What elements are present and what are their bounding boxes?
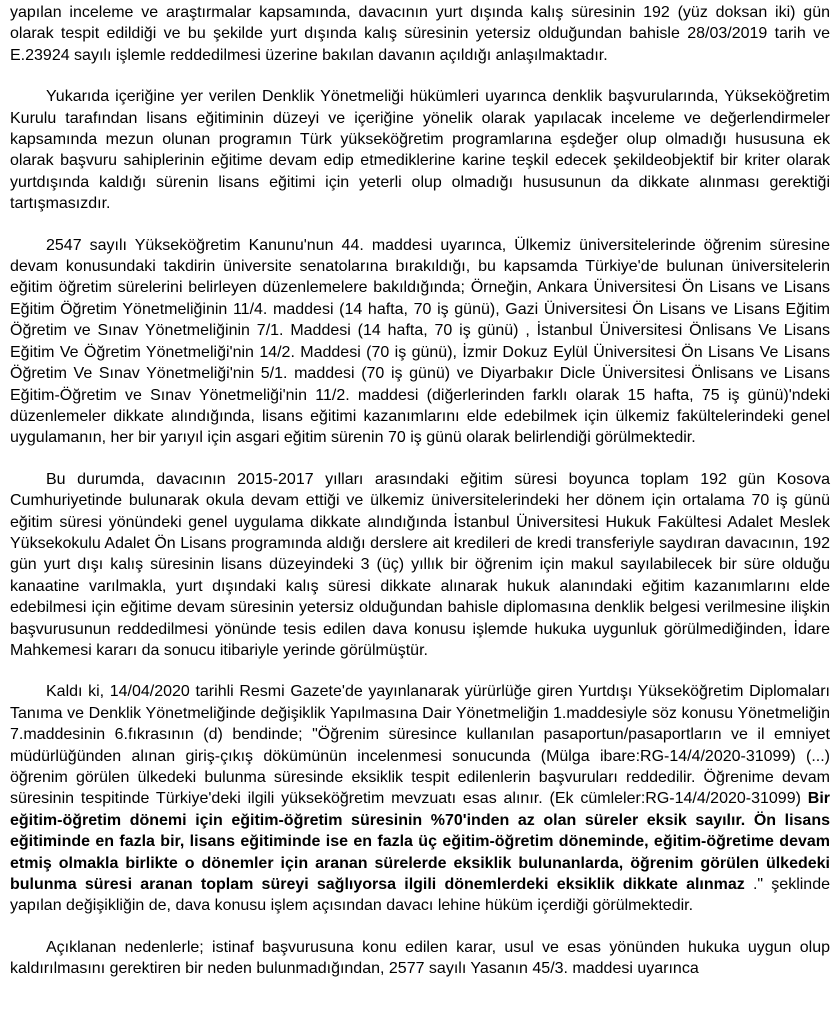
body-text: Bu durumda, davacının 2015-2017 yılları arasındaki eğitim süresi boyunca toplam 192 gün Kosova Cumhuriyetinde bulunarak okula devam ettiği ve ülkemiz üniversitelerindeki her dönem için ortalama 70 iş günü eğitim süresi yönündeki genel uygulama dikkate alındığında İstanbul Üniversitesi Hukuk Fakültesi Adalet Meslek Yüksekokulu Adalet Ön Lisans programında aldığı derslere ait kredileri de kredi transferiyle saydıran davacının, 192 gün yurt dışı kalış süresinin lisans düzeyindeki 3 (üç) yıllık bir öğrenim için makul sayılabilecek bir süre olduğu kanaatine varılmakla, yurt dışındaki kalış süresi dikkate alınarak hukuk alanındaki eğitim kazanımlarını elde edebilmesi için eğitime devam süresinin yetersiz olduğundan bahisle diplomasına denklik belgesi verilmesine ilişkin başvurusunun reddedilmesi yönünde tesis edilen dava konusu işlemde hukuka uygunluk görülmediğinden, İdare Mahkemesi kararı da sonucu itibariyle yerinde görülmüştür. — [10, 470, 830, 659]
body-text: Yukarıda içeriğine yer verilen Denklik Yönetmeliği hükümleri uyarınca denklik başvurularında, Yükseköğretim Kurulu tarafından lisans eğitiminin düzeyi ve içeriğine yönelik olarak yapılacak inceleme ve değerlendirmeler kapsamında mezun olunan programın Türk yükseköğretim programlarına eşdeğer olup olmadığı hususuna ek olarak başvuru sahiplerinin eğitime devam edip etmediklerine karine teşkil edecek şekildeobjektif bir kriter olarak yurtdışında kaldığı sürenin lisans eğitimi için yeterli olup olmadığı hususunun da dikkate alınması gerektiği tartışmasızdır. — [10, 88, 830, 213]
paragraph — [10, 937, 830, 980]
body-text: yapılan inceleme ve araştırmalar kapsamında, davacının yurt dışında kalış süresinin 192 (yüz doksan iki) gün olarak tespit edildiği ve bu şekilde yurt dışında kalış süresinin yetersiz olduğundan bahisle 28/03/2019 tarih ve E.23924 sayılı işlemle reddedilmesi üzerine bakılan davanın açıldığı anlaşılmaktadır. — [10, 4, 830, 64]
paragraph — [10, 86, 830, 214]
body-text: 2547 sayılı Yükseköğretim Kanunu'nun 44. maddesi uyarınca, Ülkemiz üniversitelerinde öğrenim süresine devam konusundaki takdirin üniversite senatolarına bırakıldığı, bu kapsamda Türkiye'de bulunan üniversitelerin eğitim öğretim sürelerini belirleyen düzenlemelere bakıldığında; Örneğin, Ankara Üniversitesi Ön Lisans ve Lisans Eğitim Öğretim Yönetmeliğinin 11/4. maddesi (14 hafta, 70 iş günü), Gazi Üniversitesi Ön Lisans ve Lisans Eğitim Öğretim ve Sınav Yönetmeliğinin 7/1. Maddesi (14 hafta, 70 iş günü) , İstanbul Üniversitesi Önlisans Ve Lisans Eğitim Ve Öğretim Yönetmeliği'nin 14/2. Maddesi (70 iş günü), İzmir Dokuz Eylül Üniversitesi Ön Lisans Ve Lisans Öğretim Ve Sınav Yönetmeliği'nin 5/1. maddesi (70 iş günü) ve Diyarbakır Dicle Üniversitesi Önlisans ve Lisans Eğitim-Öğretim ve Sınav Yönetmeliği'nin 11/2. maddesi (diğerlerinden farklı olarak 15 hafta, 75 iş günü)'ndeki düzenlemeler dikkate alındığında, lisans eğitimi kazanımlarını elde edebilmek için ülkemiz fakültelerindeki genel uygulamanın, her bir yarıyıl için asgari eğitim sürenin 70 iş günü olarak belirlendiği görülmektedir. — [10, 236, 830, 447]
body-text: ." şeklinde yapılan değişikliğin de, dava konusu işlem açısından davacı lehine hüküm içerdiği görülmektedir. — [10, 876, 831, 915]
paragraph — [10, 469, 830, 662]
body-text: Kaldı ki, 14/04/2020 tarihli Resmi Gazete'de yayınlanarak yürürlüğe giren Yurtdışı Yükseköğretim Diplomaları Tanıma ve Denklik Yönetmeliğinde değişiklik Yapılmasına Dair Yönetmeliğin 1.maddesiyle söz konusu Yönetmeliğin 7.maddesinin 6.fıkrasının (d) bendinde; "Öğrenim süresince kullanılan pasaportun/pasaportların ve il emniyet müdürlüğünden alınan giriş-çıkış dökümünün incelenmesi sonucunda (Mülga ibare:RG-14/4/2020-31099) (...) öğrenim görülen ülkedeki bulunma süresinde eksiklik tespit edilenlerin başvuruları reddedilir. Öğrenime devam süresinin tespitinde Türkiye'deki ilgili yükseköğretim mevzuatı esas alınır. (Ek cümleler:RG-14/4/2020-31099) — [10, 683, 830, 808]
paragraph — [10, 2, 830, 66]
paragraph — [10, 681, 830, 916]
amendment-bold-text: Bir eğitim-öğretim dönemi için eğitim-öğretim süresinin %70'inden az olan süreler eksik sayılır. Ön lisans eğitiminde en fazla bir, lisans eğitiminde ise en fazla üç eğitim-öğretim döneminde, eğitim-öğretime devam etmiş olmakla birlikte o dönemler için aranan sürelerde eksiklik bulunanlarda, öğrenim görülen ülkedeki bulunma süresi aranan toplam süreyi sağlıyorsa ilgili dönemlerdeki eksiklik dikkate alınmaz — [10, 790, 830, 894]
paragraph — [10, 235, 830, 449]
body-text: Açıklanan nedenlerle; istinaf başvurusuna konu edilen karar, usul ve esas yönünden hukuka uygun olup kaldırılmasını gerektiren bir neden bulunmadığından, 2577 sayılı Yasanın 45/3. maddesi uyarınca — [10, 938, 830, 978]
